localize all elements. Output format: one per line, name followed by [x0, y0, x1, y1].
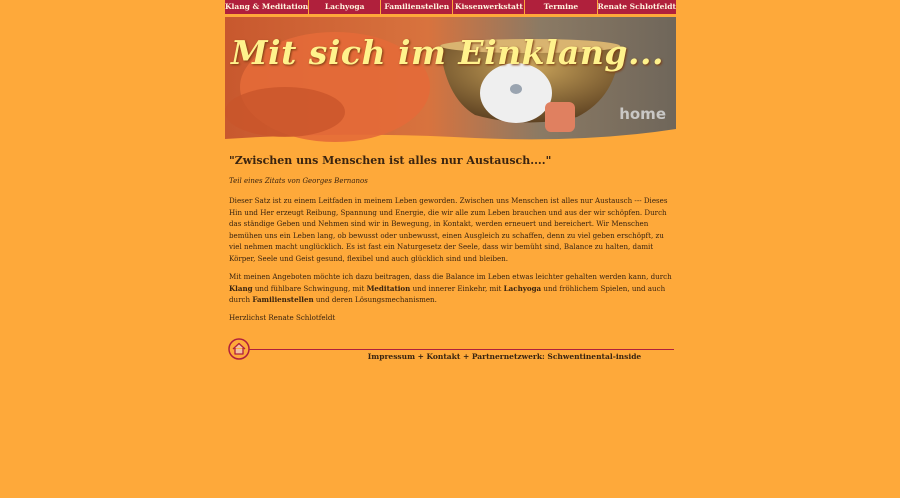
- offers-meditation: Meditation: [366, 283, 411, 293]
- nav-item-familienstellen[interactable]: Familienstellen: [381, 0, 453, 14]
- page: [225, 0, 676, 363]
- nav-item-lachyoga[interactable]: Lachyoga: [309, 0, 381, 14]
- footer-links[interactable]: [225, 352, 676, 361]
- nav-item-renate-schlotfeldt[interactable]: Renate Schlotfeldt: [597, 2, 676, 11]
- intro-paragraph: Dieser Satz ist zu einem Leitfaden in meinem Leben geworden. Zwischen uns Menschen ist alles nur Austausch --- Dieses Hin und Her erzeugt Reibung, Spannung und Energie, die wir alle zum Leben brauchen und aus der wir schöpfen. Durch das ständige Geben und Nehmen sind wir in Bewegung, in Kontakt, werden erneuert und bereichert. Wir Menschen bemühen uns ein Leben lang, ob bewusst oder unbewusst, einen Ausgleich zu schaffen, denn zu viel geben erschöpft, zu viel nehmen macht unglücklich. Es ist fast ein Naturgesetz der Seele, dass wir bemüht sind, Balance zu halten, damit Körper, Seele und Geist gesund, flexibel und auch glücklich sind und bleiben.: [229, 196, 668, 263]
- offers-text-4: und fröhlichem Spielen, und auch durch: [229, 283, 666, 304]
- quote-citation: Teil eines Zitats von Georges Bernanos: [229, 177, 368, 185]
- home-link[interactable]: home: [619, 105, 666, 123]
- nav-item-termine[interactable]: Termine: [525, 0, 597, 14]
- offers-text-1: Mit meinen Angeboten möchte ich dazu beitragen, dass die Balance im Leben etwas leichter gehalten werden kann, durch: [229, 272, 672, 281]
- banner-title: Mit sich im Einklang...: [231, 33, 664, 72]
- nav-item-klang-meditation[interactable]: Klang & Meditation: [225, 0, 309, 14]
- footer: [225, 337, 676, 363]
- nav-item-kissenwerkstatt[interactable]: Kissenwerkstatt: [453, 0, 525, 14]
- footer-links-text[interactable]: Impressum + Kontakt + Partnernetzwerk: Schwentinental-inside: [367, 351, 642, 361]
- header-banner[interactable]: [225, 17, 676, 144]
- offers-lachyoga: Lachyoga: [503, 283, 542, 293]
- page-heading: "Zwischen uns Menschen ist alles nur Austausch....": [229, 154, 552, 167]
- main-content: [225, 154, 676, 322]
- signature: Herzlichst Renate Schlotfeldt: [229, 312, 336, 322]
- offers-text-5: und deren Lösungsmechanismen.: [313, 295, 437, 304]
- top-nav: [225, 0, 676, 14]
- offers-text-2: und fühlbare Schwingung, mit: [252, 283, 367, 293]
- offers-klang: Klang: [229, 283, 253, 293]
- offers-text-3: und innerer Einkehr, mit: [410, 283, 504, 293]
- offers-familienstellen: Familienstellen: [252, 295, 314, 304]
- footer-divider: [247, 349, 674, 350]
- offers-paragraph: [229, 271, 672, 306]
